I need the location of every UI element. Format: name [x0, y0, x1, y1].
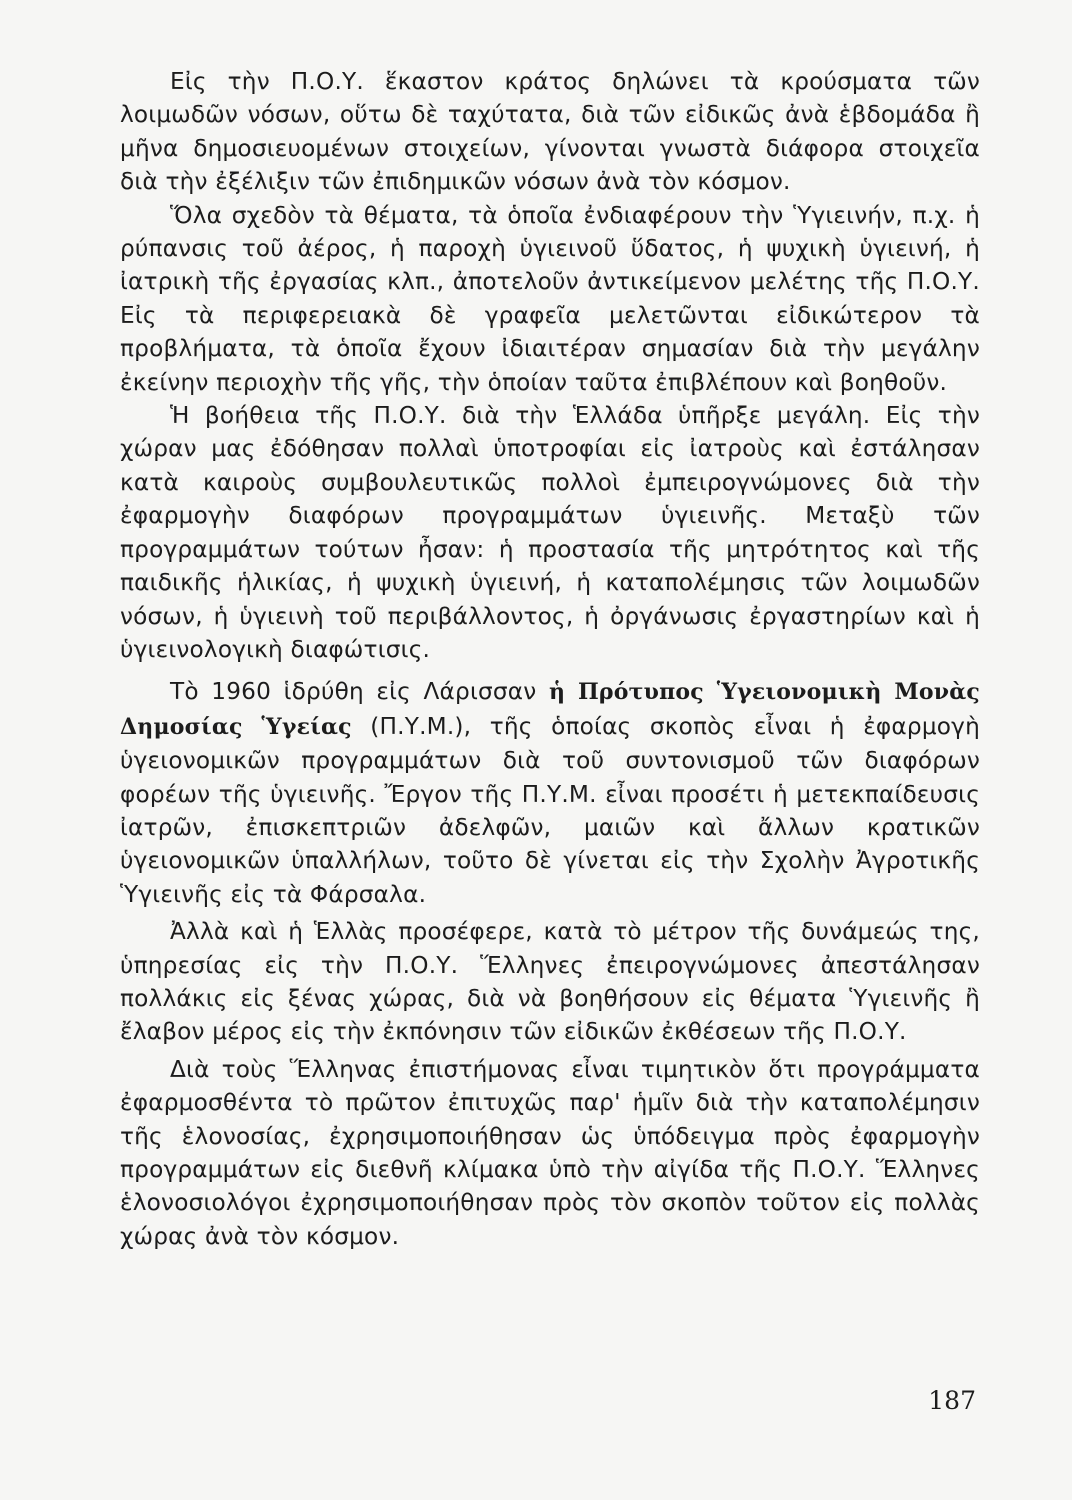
paragraph-4-intro: Τὸ 1960 ἱδρύθη εἰς Λάρισσαν — [170, 678, 549, 706]
page-number: 187 — [928, 1386, 976, 1415]
paragraph-5: Ἀλλὰ καὶ ἡ Ἑλλὰς προσέφερε, κατὰ τὸ μέτρον τῆς δυνάμεώς της, ὑπηρεσίας εἰς τὴν Π.Ο.Υ. Ἕλληνες ἐπειρογνώμονες ἀπεστάλησαν πολλάκις εἰς ξένας χώρας, διὰ νὰ βοηθήσουν εἰς θέματα Ὑγιεινῆς ἢ ἔλαβον μέρος εἰς τὴν ἐκπόνησιν τῶν εἰδικῶν ἐκθέσεων τῆς Π.Ο.Υ. — [120, 918, 980, 1046]
paragraph-2: Ὅλα σχεδὸν τὰ θέματα, τὰ ὁποῖα ἐνδιαφέρουν τὴν Ὑγιεινήν, π.χ. ἡ ρύπανσις τοῦ ἀέρος, ἡ παροχὴ ὑγιεινοῦ ὕδατος, ἡ ψυχικὴ ὑγιεινή, ἡ ἰατρικὴ τῆς ἐργασίας κλπ., ἀποτελοῦν ἀντικείμενον μελέτης τῆς Π.Ο.Υ. Εἰς τὰ περιφερειακὰ δὲ γραφεῖα μελετῶνται εἰδικώτερον τὰ προβλήματα, τὰ ὁποῖα ἔχουν ἰδιαιτέραν σημασίαν διὰ τὴν μεγάλην ἐκείνην περιοχὴν τῆς γῆς, τὴν ὁποίαν ταῦτα ἐπιβλέπουν καὶ βοηθοῦν. — [120, 201, 980, 396]
paragraph-3: Ἡ βοήθεια τῆς Π.Ο.Υ. διὰ τὴν Ἑλλάδα ὑπῆρξε μεγάλη. Εἰς τὴν χώραν μας ἐδόθησαν πολλαὶ ὑποτροφίαι εἰς ἰατροὺς καὶ ἐστάλησαν κατὰ καιροὺς συμβουλευτικῶς πολλοὶ ἐμπειρογνώμονες διὰ τὴν ἐφαρμογὴν διαφόρων προγραμμάτων ὑγιεινῆς. Μεταξὺ τῶν προγραμμάτων τούτων ἦσαν: ἡ προστασία τῆς μητρότητος καὶ τῆς παιδικῆς ἡλικίας, ἡ ψυχικὴ ὑγιεινή, ἡ καταπολέμησις τῶν λοιμωδῶν νόσων, ἡ ὑγιεινὴ τοῦ περιβάλλοντος, ἡ ὀργάνωσις ἐργαστηρίων καὶ ἡ ὑγιεινολογικὴ διαφώτισις. — [120, 402, 980, 663]
page-body — [120, 65, 980, 1253]
paragraph-1: Εἰς τὴν Π.Ο.Υ. ἕκαστον κράτος δηλώνει τὰ κρούσματα τῶν λοιμωδῶν νόσων, οὕτω δὲ ταχύτατα, διὰ τῶν εἰδικῶς ἀνὰ ἑβδομάδα ἢ μῆνα δημοσιευομένων στοιχείων, γίνονται γνωστὰ διάφορα στοιχεῖα διὰ τὴν ἐξέλιξιν τῶν ἐπιδημικῶν νόσων ἀνὰ τὸν κόσμον. — [120, 68, 980, 196]
paragraph-4 — [120, 675, 980, 911]
paragraph-6: Διὰ τοὺς Ἕλληνας ἐπιστήμονας εἶναι τιμητικὸν ὅτι προγράμματα ἐφαρμοσθέντα τὸ πρῶτον ἐπιτυχῶς παρ' ἡμῖν διὰ τὴν καταπολέμησιν τῆς ἑλονοσίας, ἐχρησιμοποιήθησαν ὡς ὑπόδειγμα πρὸς ἐφαρμογὴν προγραμμάτων εἰς διεθνῆ κλίμακα ὑπὸ τὴν αἰγίδα τῆς Π.Ο.Υ. Ἕλληνες ἑλονοσιολόγοι ἐχρησιμοποιήθησαν πρὸς τὸν σκοπὸν τοῦτον εἰς πολλὰς χώρας ἀνὰ τὸν κόσμον. — [120, 1055, 980, 1250]
paragraph-4-rest: (Π.Υ.Μ.), τῆς ὁποίας σκοπὸς εἶναι ἡ ἐφαρμογὴ ὑγειονομικῶν προγραμμάτων διὰ τοῦ συντονισμοῦ τῶν διαφόρων φορέων τῆς ὑγιεινῆς. Ἔργον τῆς Π.Υ.Μ. εἶναι προσέτι ἡ μετεκπαίδευσις ἰατρῶν, ἐπισκεπτριῶν ἀδελφῶν, μαιῶν καὶ ἄλλων κρατικῶν ὑγειονομικῶν ὑπαλλήλων, τοῦτο δὲ γίνεται εἰς τὴν Σχολὴν Ἀγροτικῆς Ὑγιεινῆς εἰς τὰ Φάρσαλα. — [120, 712, 980, 908]
institution-name: ἡ Πρότυπος Ὑγειονομικὴ Μονὰς Δημοσίας Ὑγείας — [120, 679, 980, 740]
